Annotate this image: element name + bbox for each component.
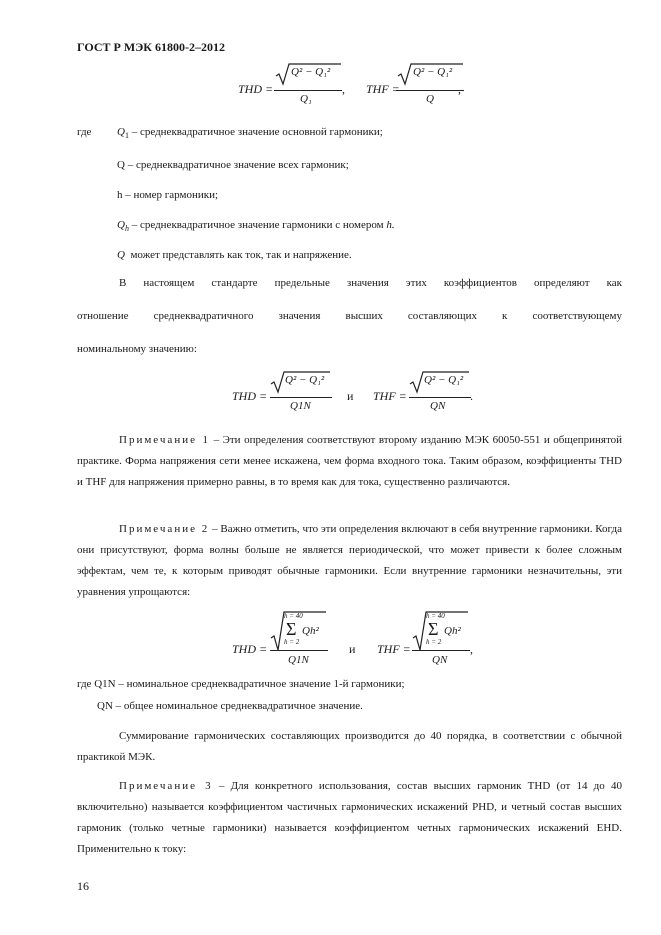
sigma-icon: Σ	[286, 619, 297, 639]
document-header: ГОСТ Р МЭК 61800-2–2012	[77, 40, 225, 54]
formula1-thf-den: Q	[426, 93, 434, 105]
where-label: где	[77, 126, 92, 138]
formula2-thd-lhs: THD =	[232, 389, 268, 403]
note-3: Примечание 3 – Для конкретного использования, состав высших гармоник THD (от 14 до 40 включительно) называется коэффициентом частичных гармонических искажений PHD, и четный состав высших гармоник (только четные гармоники) называется коэффициентом четных гармонических искажений EHD. Применительно к току:	[77, 780, 622, 855]
where2-line2: QN – общее номинальное среднеквадратичное значение.	[97, 700, 363, 712]
formula1-thf-num: Q² − Q₁²	[413, 66, 453, 78]
formula1-thd-lhs: THD =	[238, 82, 274, 96]
formula3-end: ,	[470, 642, 473, 656]
formula2-end: .	[470, 389, 473, 403]
formula2-thd-num: Q² − Q₁²	[285, 374, 325, 386]
formula3-thf-lhs: THF =	[377, 642, 411, 656]
formula1-thf-lhs: THF =	[366, 82, 400, 96]
def-h: h – номер гармоники;	[117, 189, 219, 201]
formula1-sep2: ,	[458, 82, 461, 96]
note-2: Примечание 2 – Важно отметить, что эти определения включают в себя внутренние гармоники. Когда они присутствуют, форма волны больше не является периодической, что может привести к более сложным эффектам, чем те, к которым приводят обычные гармоники. Если внутренние гармоники незначительны, эти уравнения упрощаются:	[77, 523, 622, 598]
sigma-icon: Σ	[428, 619, 439, 639]
paragraph-line: отношение среднеквадратичного значения высших составляющих к соответствующему	[77, 310, 622, 322]
fraction-bar	[274, 90, 342, 91]
formula1-thd-den: Q₁	[300, 93, 312, 105]
formula3-thd-lhs: THD =	[232, 642, 268, 656]
paragraph-limits	[77, 275, 622, 374]
formula3-thd-term: Qh²	[302, 625, 319, 637]
def-q1: $Q_1$ – среднеквадратичное значение основной гармоники;	[117, 126, 383, 141]
fraction-bar	[409, 397, 471, 398]
fraction-bar	[396, 90, 464, 91]
note-1: Примечание 1 – Эти определения соответствуют второму изданию МЭК 60050-551 и общепринятой практике. Форма напряжения сети менее искажена, чем форма входного тока. Таким образом, коэффициенты THD и THF для напряжения примерно равны, в то время как для тока, существенно различаются.	[77, 434, 623, 488]
formula3-thf-term: Qh²	[444, 625, 461, 637]
formula3-thd-den: Q1N	[288, 654, 309, 666]
formula2-thf-den: QN	[430, 400, 446, 412]
fraction-bar	[270, 650, 328, 651]
def-q-note: Q может представлять как ток, так и напряжение.	[117, 249, 352, 261]
summation-paragraph: Суммирование гармонических составляющих производится до 40 порядка, в соответствии с обычной практикой МЭК.	[77, 730, 622, 763]
fraction-bar	[270, 397, 332, 398]
where2-line1: где Q1N – номинальное среднеквадратичное значение 1-й гармоники;	[77, 678, 405, 690]
formula1-sep: ,	[342, 82, 345, 96]
formula2-thd-den: Q1N	[290, 400, 311, 412]
fraction-bar	[412, 650, 470, 651]
formula2-and: и	[347, 389, 354, 403]
sum-top-limit: h = 40	[284, 612, 303, 620]
formula3-thf-den: QN	[432, 654, 448, 666]
def-q: Q – среднеквадратичное значение всех гармоник;	[117, 159, 349, 171]
sum-bottom-limit: h = 2	[426, 638, 442, 646]
formula2-thf-num: Q² − Q₁²	[424, 374, 464, 386]
sum-bottom-limit: h = 2	[284, 638, 300, 646]
sum-top-limit: h = 40	[426, 612, 445, 620]
page-number: 16	[77, 879, 89, 893]
formula2-thf-lhs: THF =	[373, 389, 407, 403]
formula1-thd-num: Q² − Q₁²	[291, 66, 331, 78]
def-qh: $Q_h$ – среднеквадратичное значение гармоники с номером h.	[117, 219, 395, 234]
paragraph-line: номинальному значению:	[77, 343, 197, 355]
formula3-and: и	[349, 642, 356, 656]
paragraph-line: В настоящем стандарте предельные значения этих коэффициентов определяют как	[119, 277, 622, 289]
